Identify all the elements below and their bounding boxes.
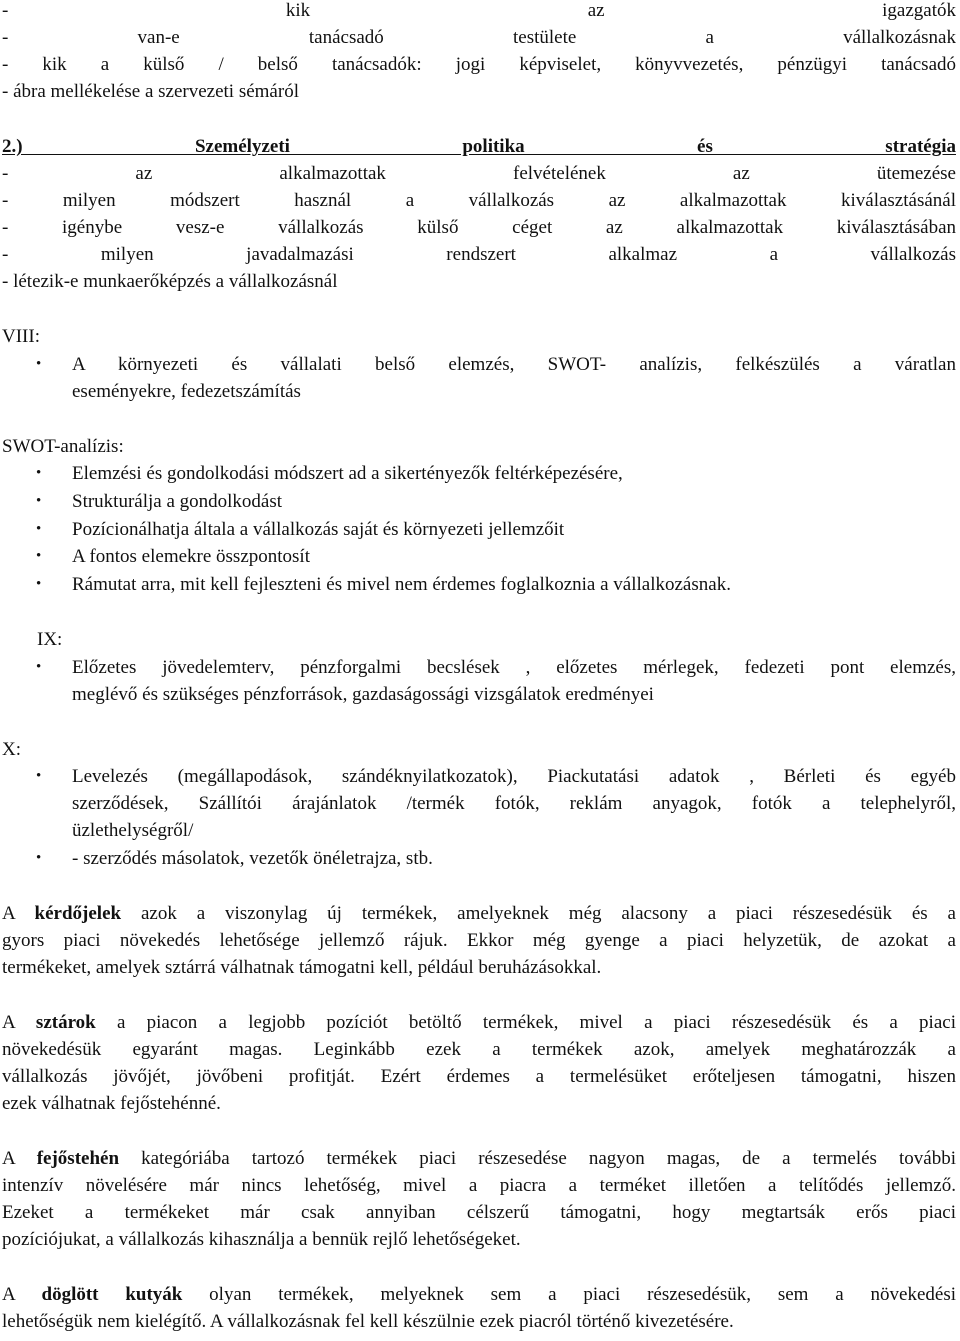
- term-fejostehen: fejőstehén: [36, 1148, 120, 1169]
- bullet-icon: •: [36, 850, 42, 866]
- paragraph-line: növekedésük egyaránt magas. Leginkább ezek a termékek azok, amelyek meghatározzák a: [2, 1039, 956, 1060]
- paragraph-line: termékeket, amelyek sztárrá válhatnak támogatni kell, például beruházásokkal.: [2, 957, 602, 978]
- bullet-icon: •: [36, 548, 42, 564]
- bullet-icon: •: [36, 768, 42, 784]
- list-item: - az alkalmazottak felvételének az ütemezése: [2, 163, 956, 184]
- paragraph-kerdojelek-line: A kérdőjelek azok a viszonylag új termékek, amelyeknek még alacsony a piaci részesedésük és a: [2, 903, 956, 924]
- term-kerdojelek: kérdőjelek: [34, 903, 122, 924]
- list-item: - igénybe vesz-e vállalkozás külső céget az alkalmazottak kiválasztásában: [2, 217, 956, 238]
- paragraph-doglott-line: A döglött kutyák olyan termékek, melyeknek sem a piaci részesedésük, sem a növekedési: [2, 1284, 956, 1305]
- bullet-text: Pozícionálhatja általa a vállalkozás saját és környezeti jellemzőit: [72, 519, 565, 540]
- paragraph-fejostehen-line: A fejőstehén kategóriába tartozó termékek piaci részesedése nagyon magas, de a termelés további: [2, 1148, 956, 1169]
- section-label-ix: IX:: [37, 629, 63, 650]
- paragraph-line: lehetőségük nem kielégítő. A vállalkozásnak fel kell készülnie ezek piacról történő kivezetésére.: [2, 1311, 734, 1332]
- term-doglott-kutyak: döglött kutyák: [41, 1284, 183, 1305]
- section-heading: 2.) Személyzeti politika és stratégia: [2, 136, 956, 157]
- section-label-viii: VIII:: [2, 326, 40, 347]
- paragraph-line: gyors piaci növekedés lehetősége jellemző rájuk. Ekkor még gyenge a piaci helyzetük, de azokat a: [2, 930, 956, 951]
- bullet-icon: •: [36, 576, 42, 592]
- bullet-text: Előzetes jövedelemterv, pénzforgalmi becslések , előzetes mérlegek, fedezeti pont elemzés,: [72, 657, 956, 678]
- list-item: - ábra mellékelése a szervezeti sémáról: [2, 81, 299, 102]
- paragraph-sztarok-line: A sztárok a piacon a legjobb pozíciót betöltő termékek, mivel a piaci részesedésük és a piaci: [2, 1012, 956, 1033]
- bullet-text: szerződések, Szállítói árajánlatok /termék fotók, reklám anyagok, fotók a telephelyről,: [72, 793, 956, 814]
- bullet-text: Elemzési és gondolkodási módszert ad a sikertényezők feltérképezésére,: [72, 463, 623, 484]
- section-label-swot: SWOT-analízis:: [2, 436, 124, 457]
- bullet-text: meglévő és szükséges pénzforrások, gazdaságossági vizsgálatok eredményei: [72, 684, 654, 705]
- paragraph-line: intenzív növelésére már nincs lehetőség, mivel a piacra a terméket illetően a telítődés jellemző.: [2, 1175, 956, 1196]
- section-label-x: X:: [2, 739, 21, 760]
- bullet-icon: •: [36, 521, 42, 537]
- bullet-text: Strukturálja a gondolkodást: [72, 491, 283, 512]
- bullet-text: eseményekre, fedezetszámítás: [72, 381, 301, 402]
- bullet-icon: •: [36, 659, 42, 675]
- term-sztarok: sztárok: [35, 1012, 96, 1033]
- bullet-text: üzlethelységről/: [72, 820, 194, 841]
- paragraph-line: ezek válhatnak fejőstehénné.: [2, 1093, 221, 1114]
- bullet-text: A fontos elemekre összpontosít: [72, 546, 310, 567]
- bullet-text: Levelezés (megállapodások, szándéknyilatkozatok), Piackutatási adatok , Bérleti és egyéb: [72, 766, 956, 787]
- bullet-text: A környezeti és vállalati belső elemzés, SWOT- analízis, felkészülés a váratlan: [72, 354, 956, 375]
- paragraph-line: pozíciójukat, a vállalkozás kihasználja a bennük rejlő lehetőségeket.: [2, 1229, 521, 1250]
- list-item: - milyen javadalmazási rendszert alkalmaz a vállalkozás: [2, 244, 956, 265]
- list-item: - kik a külső / belső tanácsadók: jogi képviselet, könyvvezetés, pénzügyi tanácsadó: [2, 54, 956, 75]
- bullet-icon: •: [36, 493, 42, 509]
- bullet-text: Rámutat arra, mit kell fejleszteni és mivel nem érdemes foglalkoznia a vállalkozásnak.: [72, 574, 731, 595]
- list-item: - milyen módszert használ a vállalkozás az alkalmazottak kiválasztásánál: [2, 190, 956, 211]
- paragraph-line: Ezeket a termékeket már csak annyiban célszerű támogatni, hogy megtartsák erős piaci: [2, 1202, 956, 1223]
- list-item: - van-e tanácsadó testülete a vállalkozásnak: [2, 27, 956, 48]
- list-item: - létezik-e munkaerőképzés a vállalkozásnál: [2, 271, 338, 292]
- bullet-icon: •: [36, 465, 42, 481]
- bullet-text: - szerződés másolatok, vezetők önéletrajza, stb.: [72, 848, 433, 869]
- list-item: - kik az igazgatók: [2, 0, 956, 21]
- paragraph-line: vállalkozás jövőjét, jövőbeni profitját. Ezért érdemes a termelésüket erőteljesen támogatni, hiszen: [2, 1066, 956, 1087]
- bullet-icon: •: [36, 356, 42, 372]
